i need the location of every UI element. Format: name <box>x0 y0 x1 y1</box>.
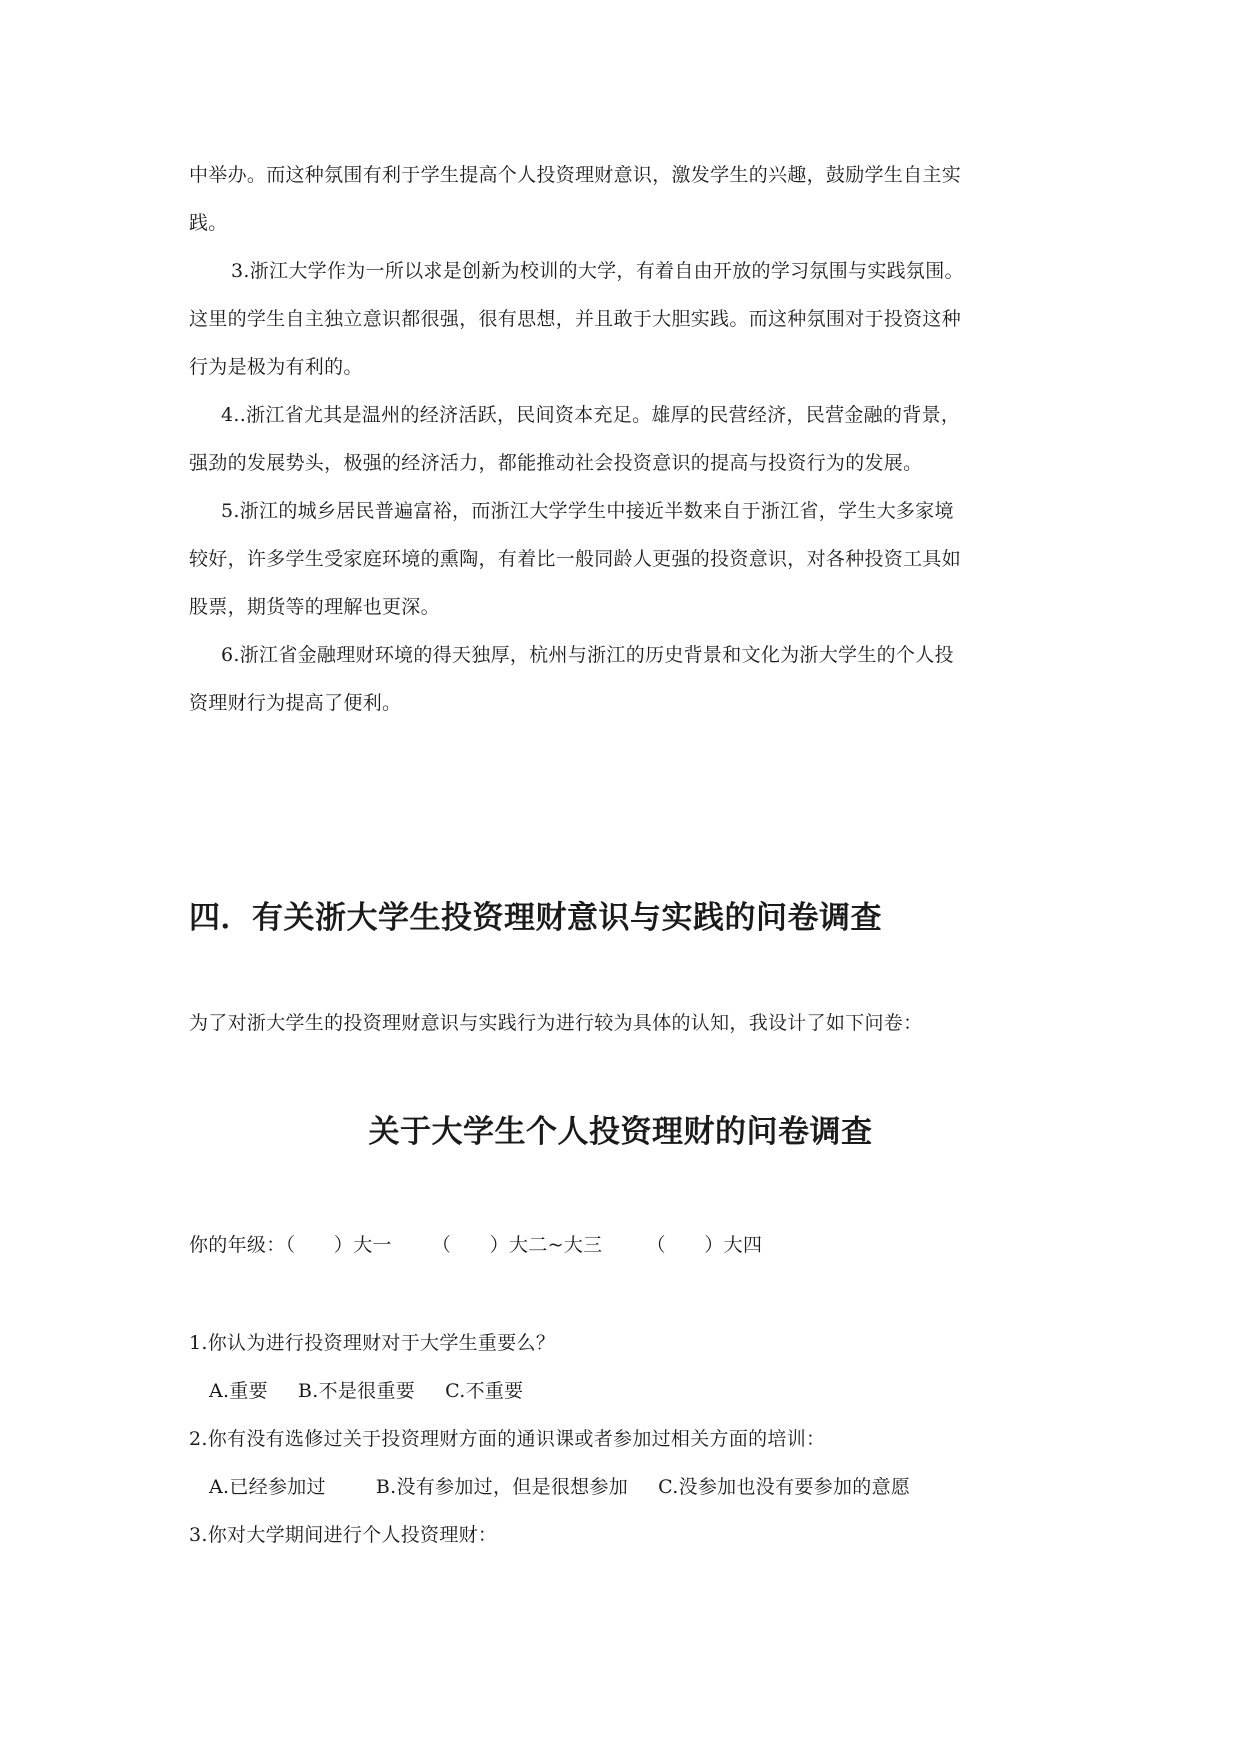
paragraph-line: 较好，许多学生受家庭环境的熏陶，有着比一般同龄人更强的投资意识，对各种投资工具如 <box>189 548 962 570</box>
paragraph-line: 这里的学生自主独立意识都很强，很有思想，并且敢于大胆实践。而这种氛围对于投资这种 <box>189 308 962 330</box>
grade-option: （ ）大一 <box>285 1234 392 1256</box>
paragraph-line: 5.浙江的城乡居民普遍富裕，而浙江大学学生中接近半数来自于浙江省，学生大多家境 <box>221 500 954 522</box>
section-heading: 四．有关浙大学生投资理财意识与实践的问卷调查 <box>189 900 882 936</box>
section-intro: 为了对浙大学生的投资理财意识与实践行为进行较为具体的认知，我设计了如下问卷： <box>189 1012 923 1034</box>
option-b: B.没有参加过，但是很想参加 <box>375 1476 629 1498</box>
paragraph-line: 4..浙江省尤其是温州的经济活跃，民间资本充足。雄厚的民营经济，民营金融的背景， <box>221 404 961 426</box>
option-c: C.不重要 <box>445 1380 524 1402</box>
grade-question <box>189 1232 762 1258</box>
question-3: 3.你对大学期间进行个人投资理财： <box>189 1524 498 1546</box>
paragraph-line: 强劲的发展势头，极强的经济活力，都能推动社会投资意识的提高与投资行为的发展。 <box>189 452 923 474</box>
question-2: 2.你有没有选修过关于投资理财方面的通识课或者参加过相关方面的培训： <box>189 1428 826 1450</box>
grade-label: 你的年级： <box>189 1234 286 1256</box>
paragraph-line: 行为是极为有利的。 <box>189 356 363 378</box>
option-c: C.没参加也没有要参加的意愿 <box>658 1476 911 1498</box>
option-a: A.已经参加过 <box>209 1476 326 1498</box>
paragraph-line: 资理财行为提高了便利。 <box>189 692 402 714</box>
question-1-options <box>209 1378 523 1404</box>
survey-title: 关于大学生个人投资理财的问卷调查 <box>368 1114 873 1150</box>
question-1: 1.你认为进行投资理财对于大学生重要么？ <box>189 1332 556 1354</box>
option-b: B.不是很重要 <box>297 1380 416 1402</box>
paragraph-line: 股票，期货等的理解也更深。 <box>189 596 440 618</box>
grade-option: （ ）大二~大三 <box>431 1234 603 1256</box>
question-2-options <box>209 1474 910 1500</box>
paragraph-line: 践。 <box>189 212 228 234</box>
paragraph-line: 中举办。而这种氛围有利于学生提高个人投资理财意识，激发学生的兴趣，鼓励学生自主实 <box>189 164 962 186</box>
grade-option: （ ）大四 <box>646 1234 763 1256</box>
option-a: A.重要 <box>209 1380 268 1402</box>
paragraph-line: 6.浙江省金融理财环境的得天独厚，杭州与浙江的历史背景和文化为浙大学生的个人投 <box>221 644 954 666</box>
paragraph-line: 3.浙江大学作为一所以求是创新为校训的大学，有着自由开放的学习氛围与实践氛围。 <box>231 260 964 282</box>
